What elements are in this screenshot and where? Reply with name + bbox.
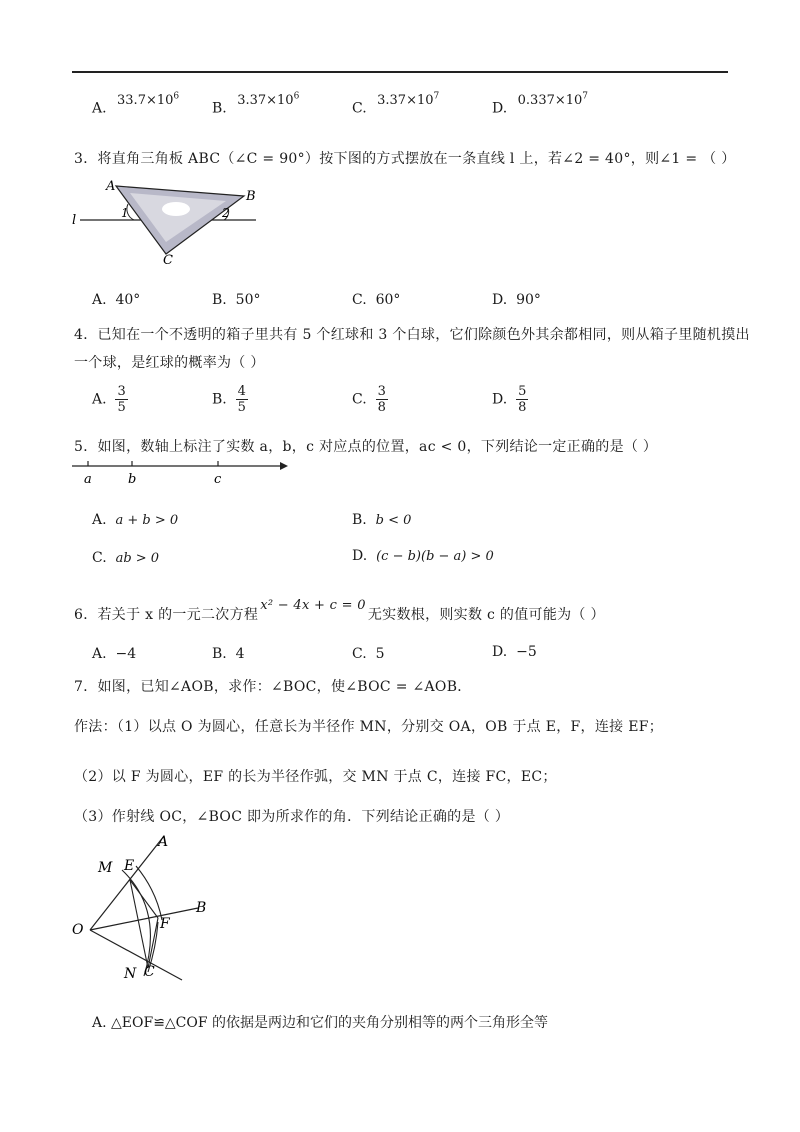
label-c: C	[163, 253, 173, 266]
label-angle-2: 2	[222, 206, 230, 220]
q2-option-d[interactable]: D. $0.337\times 10^7$	[492, 92, 589, 117]
label-m: M	[98, 860, 113, 876]
q4-option-d[interactable]: D. $\frac{5}{8}$	[492, 384, 527, 415]
q4-option-b[interactable]: B. $\frac{4}{5}$	[212, 384, 246, 415]
label-e: E	[124, 858, 135, 874]
q5-option-d[interactable]: D. (c − b)(b − a) > 0	[352, 548, 494, 564]
q4-option-c[interactable]: C. $\frac{3}{8}$	[352, 384, 386, 415]
q2-option-b[interactable]: B. $3.37\times 10^6$	[212, 92, 300, 117]
q6-text: 6．若关于 x 的一元二次方程x² − 4x + c = 0无实数根，则实数 c 的值可能为（ ）	[74, 598, 605, 623]
label-o: O	[72, 922, 84, 938]
ray-oa	[90, 836, 164, 930]
q3-text: 3．将直角三角板 ABC（∠C = 90°）按下图的方式摆放在一条直线 l 上，若∠2 = 40°，则∠1 = （ ）	[74, 151, 736, 167]
q6-option-d[interactable]: D. −5	[492, 644, 537, 660]
q3-option-c[interactable]: C. 60°	[352, 292, 401, 308]
q7-figure	[66, 830, 226, 986]
label-a: A	[106, 179, 116, 194]
label-n: N	[124, 966, 137, 982]
label-f: F	[160, 916, 170, 932]
q3-option-b[interactable]: B. 50°	[212, 292, 261, 308]
label-l: l	[72, 213, 77, 228]
q7-text-line2: 作法：（1）以点 O 为圆心，任意长为半径作 MN，分别交 OA，OB 于点 E，F，连接 EF；	[74, 719, 664, 735]
ray-ob	[90, 908, 198, 930]
q2-option-a[interactable]: A. $33.7\times 10^6$	[92, 92, 180, 117]
q6-option-c[interactable]: C. 5	[352, 646, 385, 662]
q6-equation: x² − 4x + c = 0	[260, 598, 366, 613]
q6-option-b[interactable]: B. 4	[212, 646, 245, 662]
header-rule	[72, 71, 728, 73]
q3-option-a[interactable]: A. 40°	[92, 292, 141, 308]
q3-figure	[66, 174, 266, 266]
axis-label-c: c	[214, 472, 222, 487]
axis-label-a: a	[84, 472, 92, 487]
q5-option-c[interactable]: C. ab > 0	[92, 550, 160, 566]
q6-option-a[interactable]: A. −4	[92, 646, 137, 662]
q5-number-line	[66, 456, 296, 490]
triangle-hole	[162, 202, 190, 216]
q7-text-line4: （3）作射线 OC，∠BOC 即为所求作的角．下列结论正确的是（ ）	[74, 809, 510, 825]
axis-label-b: b	[128, 472, 137, 487]
q5-text: 5．如图，数轴上标注了实数 a，b，c 对应点的位置，ac < 0，下列结论一定正确的是（ ）	[74, 439, 658, 455]
label-angle-1: 1	[121, 206, 129, 220]
label-c: C	[144, 964, 155, 980]
q3-option-d[interactable]: D. 90°	[492, 292, 541, 308]
q7-text-line1: 7．如图，已知∠AOB，求作：∠BOC，使∠BOC = ∠AOB．	[74, 679, 472, 695]
q4-text-line1: 4．已知在一个不透明的箱子里共有 5 个红球和 3 个白球，它们除颜色外其余都相同，则从箱子里随机摸出	[74, 327, 750, 343]
q4-text-line2: 一个球，是红球的概率为（ ）	[74, 355, 265, 371]
q7-text-line3: （2）以 F 为圆心，EF 的长为半径作弧，交 MN 于点 C，连接 FC，EC；	[74, 769, 557, 785]
q2-option-c[interactable]: C. $3.37\times 10^7$	[352, 92, 440, 117]
segment-ec	[130, 880, 148, 968]
q4-option-a[interactable]: A. $\frac{3}{5}$	[92, 384, 126, 415]
label-b: B	[196, 900, 207, 916]
q5-option-a[interactable]: A. a + b > 0	[92, 512, 179, 528]
label-a: A	[158, 834, 169, 850]
label-b: B	[246, 189, 256, 204]
q7-option-a[interactable]: A. △EOF≌△COF 的依据是两边和它们的夹角分别相等的两个三角形全等	[92, 1015, 549, 1031]
q5-option-b[interactable]: B. b < 0	[352, 512, 412, 528]
